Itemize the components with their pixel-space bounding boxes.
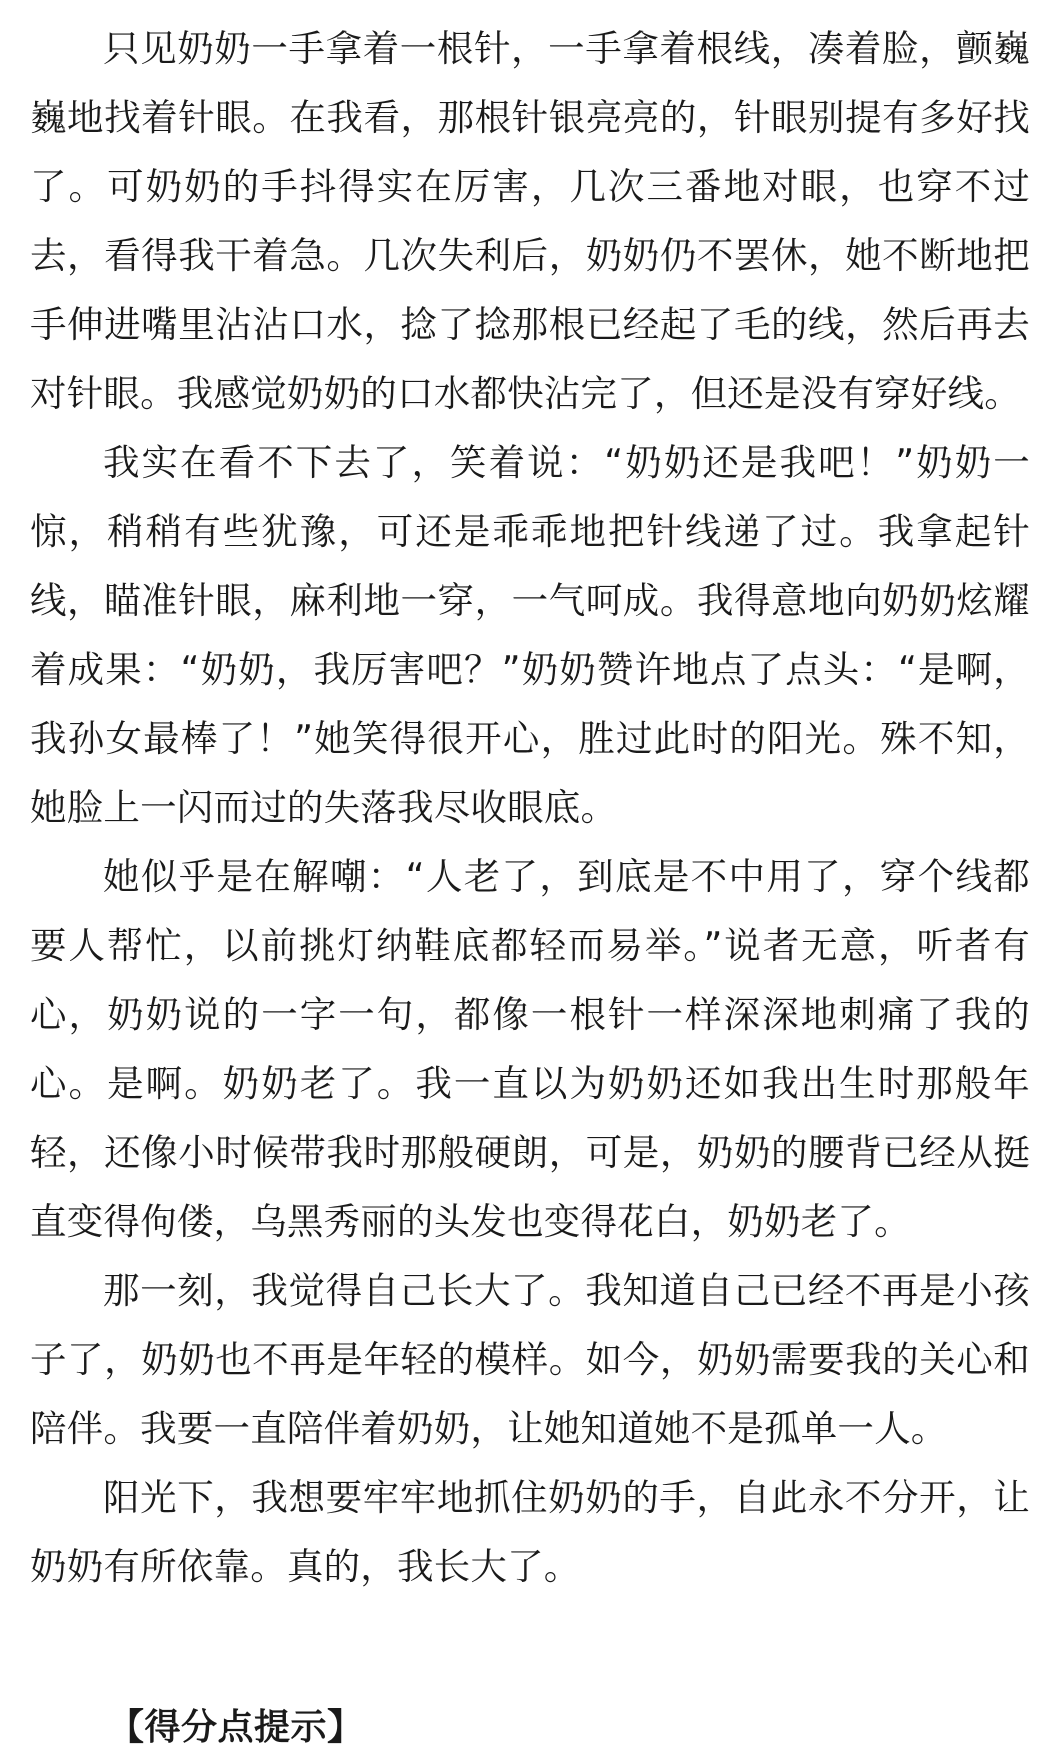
paragraph-5: 阳光下，我想要牢牢地抓住奶奶的手，自此永不分开，让奶奶有所依靠。真的，我长大了。: [30, 1476, 1030, 1588]
section-spacer: [30, 1601, 1030, 1693]
paragraph-1: 只见奶奶一手拿着一根针，一手拿着根线，凑着脸，颤巍巍地找着针眼。在我看，那根针银亮亮的，针眼别提有多好找了。可奶奶的手抖得实在厉害，几次三番地对眼，也穿不过去，看得我干着急。几次失利后，奶奶仍不罢休，她不断地把手伸进嘴里沾沾口水，捻了捻那根已经起了毛的线，然后再去对针眼。我感觉奶奶的口水都快沾完了，但还是没有穿好线。: [30, 27, 1030, 415]
paragraph-2: 我实在看不下去了，笑着说：“奶奶还是我吧！”奶奶一惊，稍稍有些犹豫，可还是乖乖地把针线递了过。我拿起针线，瞄准针眼，麻利地一穿，一气呵成。我得意地向奶奶炫耀着成果：“奶奶，我厉害吧？”奶奶赞许地点了点头：“是啊，我孙女最棒了！”她笑得很开心，胜过此时的阳光。殊不知，她脸上一闪而过的失落我尽收眼底。: [30, 441, 1030, 829]
section-heading: 【得分点提示】: [108, 1707, 364, 1748]
paragraph-3: 她似乎是在解嘲：“人老了，到底是不中用了，穿个线都要人帮忙，以前挑灯纳鞋底都轻而易举。”说者无意，听者有心，奶奶说的一字一句，都像一根针一样深深地刺痛了我的心。是啊。奶奶老了。我一直以为奶奶还如我出生时那般年轻，还像小时候带我时那般硬朗，可是，奶奶的腰背已经从挺直变得佝偻，乌黑秀丽的头发也变得花白，奶奶老了。: [30, 855, 1030, 1243]
document-page: [30, 14, 1030, 1762]
paragraph-4: 那一刻，我觉得自己长大了。我知道自己已经不再是小孩子了，奶奶也不再是年轻的模样。如今，奶奶需要我的关心和陪伴。我要一直陪伴着奶奶，让她知道她不是孤单一人。: [30, 1269, 1030, 1450]
